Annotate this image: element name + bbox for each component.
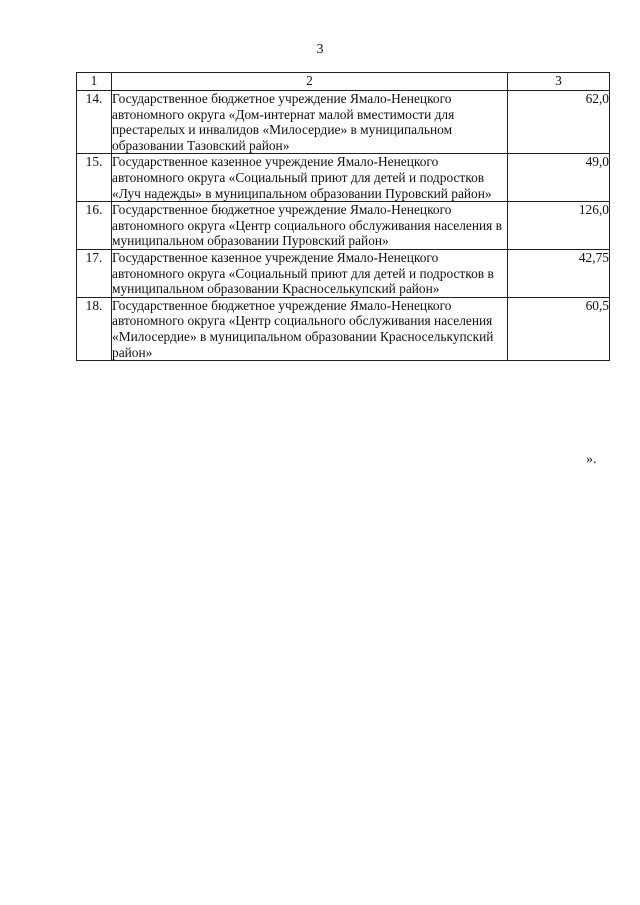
row-value: 42,75 bbox=[508, 249, 610, 297]
header-col-1: 1 bbox=[77, 73, 112, 91]
header-col-2: 2 bbox=[112, 73, 508, 91]
row-value: 60,5 bbox=[508, 297, 610, 360]
row-value: 126,0 bbox=[508, 202, 610, 250]
table-body bbox=[77, 91, 610, 361]
institution-name: Государственное бюджетное учреждение Ямало-Ненецкого автономного округа «Дом-интернат малой вместимости для престарелых и инвалидов «Милосердие» в муниципальном образовании Тазовский район» bbox=[112, 91, 508, 154]
table-row bbox=[77, 91, 610, 154]
row-number: 15. bbox=[77, 154, 112, 202]
closing-quote-mark: ». bbox=[586, 452, 597, 467]
institutions-table bbox=[76, 72, 610, 361]
table-header bbox=[77, 73, 610, 91]
row-number: 17. bbox=[77, 249, 112, 297]
table-row bbox=[77, 249, 610, 297]
institution-name: Государственное казенное учреждение Ямало-Ненецкого автономного округа «Социальный приют для детей и подростков в муниципальном образовании Красноселькупский район» bbox=[112, 249, 508, 297]
table-header-row bbox=[77, 73, 610, 91]
page-number: 3 bbox=[316, 42, 324, 57]
institution-name: Государственное казенное учреждение Ямало-Ненецкого автономного округа «Социальный приют для детей и подростков «Луч надежды» в муниципальном образовании Пуровский район» bbox=[112, 154, 508, 202]
row-number: 18. bbox=[77, 297, 112, 360]
header-col-3: 3 bbox=[508, 73, 610, 91]
table-row bbox=[77, 202, 610, 250]
table-row bbox=[77, 297, 610, 360]
row-number: 16. bbox=[77, 202, 112, 250]
row-number: 14. bbox=[77, 91, 112, 154]
institution-name: Государственное бюджетное учреждение Ямало-Ненецкого автономного округа «Центр социального обслуживания населения в муниципальном образовании Пуровский район» bbox=[112, 202, 508, 250]
row-value: 62,0 bbox=[508, 91, 610, 154]
institution-name: Государственное бюджетное учреждение Ямало-Ненецкого автономного округа «Центр социального обслуживания населения «Милосердие» в муниципальном образовании Красноселькупский район» bbox=[112, 297, 508, 360]
table-row bbox=[77, 154, 610, 202]
row-value: 49,0 bbox=[508, 154, 610, 202]
